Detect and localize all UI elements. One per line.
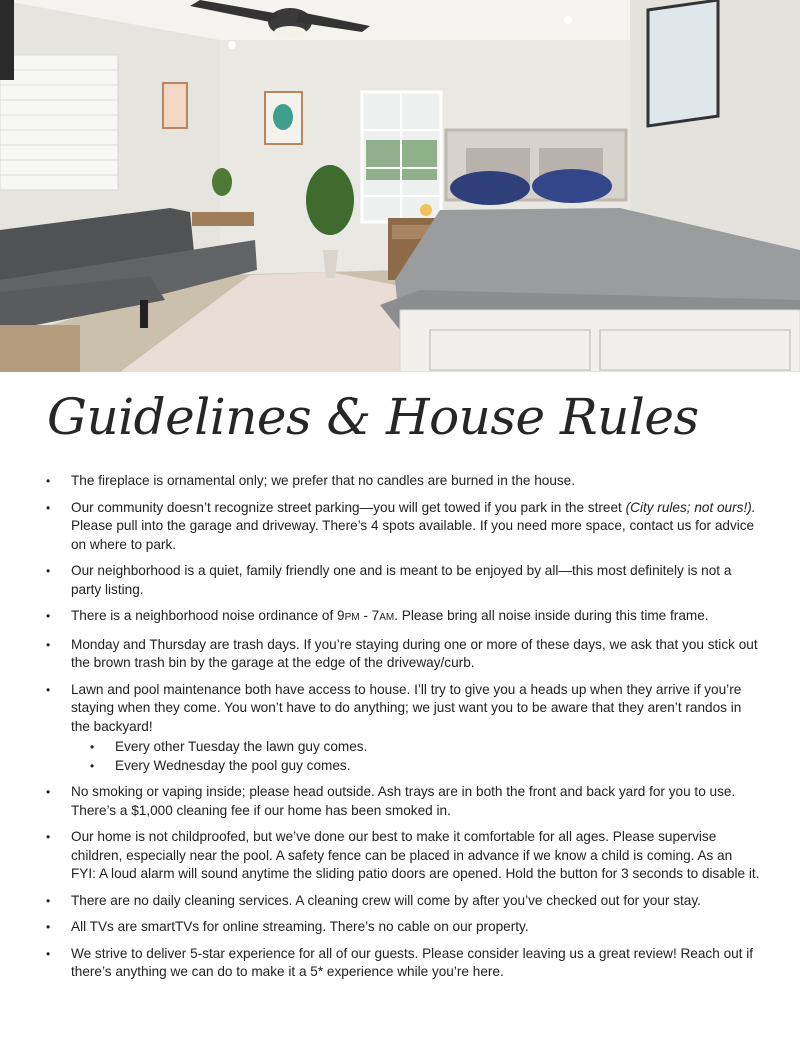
bullet-icon: • [46, 564, 51, 578]
bullet-icon: • [90, 758, 95, 773]
rule-item [0, 636, 800, 673]
sub-list-item [71, 757, 760, 776]
rule-text: Our community doesn’t recognize street parking—you will get towed if you park in the street [71, 499, 626, 515]
sub-item-text: Every Wednesday the pool guy comes. [115, 757, 351, 773]
rule-item [0, 783, 800, 820]
sub-list-item [71, 738, 760, 757]
rule-item [0, 892, 800, 911]
bullet-icon: • [46, 500, 51, 515]
rule-text: Our neighborhood is a quiet, family friendly one and is meant to be enjoyed by all—this most definitely is not a party listing. [71, 563, 732, 597]
bullet-icon: • [46, 785, 51, 799]
sub-item-text: Every other Tuesday the lawn guy comes. [115, 739, 368, 754]
bullet-icon: • [46, 637, 51, 652]
bullet-icon: • [46, 830, 51, 844]
page-title: Guidelines & House Rules [47, 388, 699, 446]
rule-emphasis: (City rules; not ours!). [625, 499, 756, 515]
rule-item [0, 828, 800, 884]
rule-item [0, 945, 800, 982]
bullet-icon: • [46, 920, 51, 934]
rule-item [0, 681, 800, 776]
bedroom-photo [0, 0, 800, 372]
rule-text: . Please bring all noise inside during this time frame. [394, 608, 709, 623]
rule-text: All TVs are smartTVs for online streaming. There’s no cable on our property. [71, 919, 529, 934]
rule-item [0, 918, 800, 937]
rule-item [0, 472, 800, 491]
time-am: AM [379, 612, 395, 623]
rule-text: No smoking or vaping inside; please head outside. Ash trays are in both the front and back yard for you to use. There’s a $1,000 cleaning fee if our home has been smoked in. [71, 784, 736, 818]
rule-text: The fireplace is ornamental only; we prefer that no candles are burned in the house. [71, 473, 576, 488]
rule-text: There are no daily cleaning services. A cleaning crew will come by after you’ve checked out for your stay. [71, 892, 701, 908]
rule-text: Lawn and pool maintenance both have access to house. I’ll try to give you a heads up when they arrive if you’re staying when they come. You won’t have to do anything; we just want you to be aware that they aren’t randos in the backyard! [71, 681, 742, 734]
bullet-icon: • [46, 474, 51, 488]
rule-item [0, 562, 800, 599]
bullet-icon: • [46, 893, 51, 908]
bullet-icon: • [46, 946, 51, 961]
rule-text: Monday and Thursday are trash days. If you’re staying during one or more of these days, we ask that you stick out the brown trash bin by the garage at the edge of the driveway/curb. [71, 636, 758, 670]
rule-item [0, 499, 800, 555]
rule-text: Our home is not childproofed, but we’ve done our best to make it comfortable for all ages. Please supervise children, especially near the pool. A safety fence can be placed in advance if we know a child is coming. As an FYI: A loud alarm will sound anytime the sliding patio doors are opened. Hold the button for 3 seconds to disable it. [71, 829, 760, 881]
rule-text: We strive to deliver 5-star experience for all of our guests. Please consider leaving us a great review! Reach out if there’s anything we can do to make it a 5* experience while you’re here. [71, 945, 754, 979]
house-rules-list [0, 472, 800, 990]
bedroom-illustration [0, 0, 800, 372]
bullet-icon: • [90, 740, 95, 754]
rule-text: - 7 [359, 608, 380, 623]
bullet-icon: • [46, 609, 51, 623]
rule-text-continued: Please pull into the garage and driveway. There’s 4 spots available. If you need more space, contact us for advice on where to park. [71, 518, 755, 552]
maintenance-schedule-list [71, 738, 760, 775]
rule-item [0, 607, 800, 628]
time-pm: PM [344, 612, 360, 623]
bullet-icon: • [46, 682, 51, 697]
rule-text: There is a neighborhood noise ordinance of 9 [71, 608, 345, 623]
